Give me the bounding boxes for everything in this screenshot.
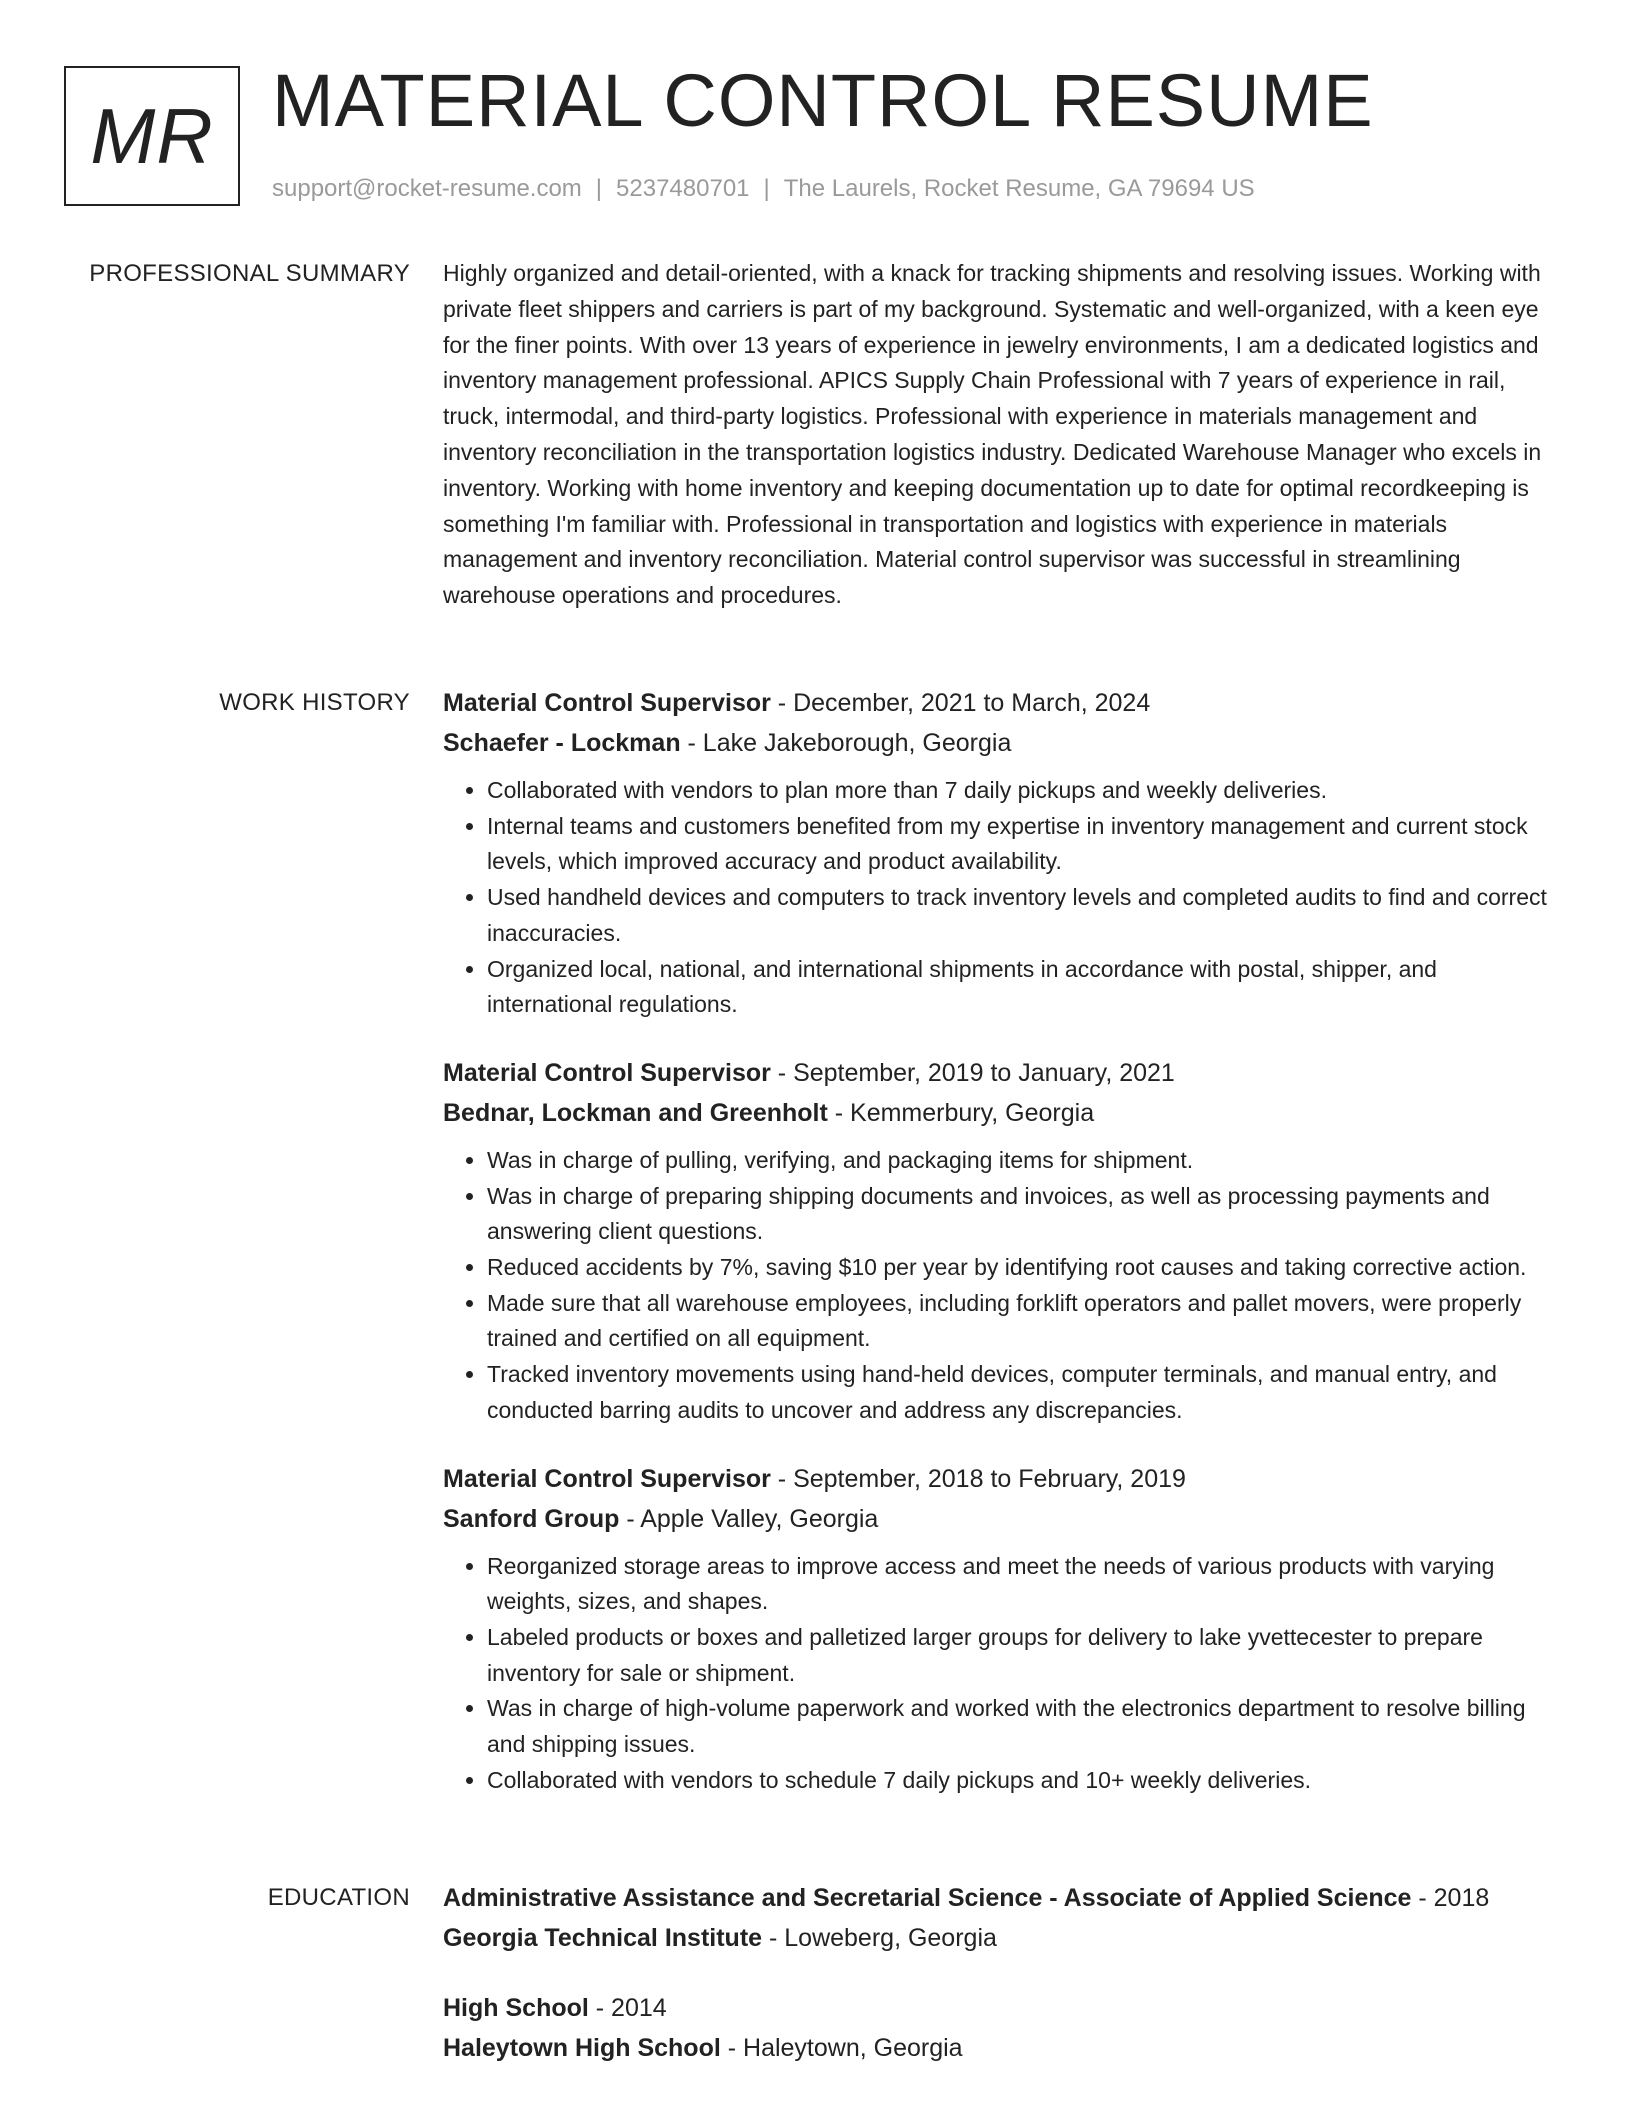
contact-address: The Laurels, Rocket Resume, GA 79694 US — [783, 175, 1255, 202]
education-year: - 2014 — [588, 1994, 667, 2022]
education-degree-line — [443, 1988, 1555, 2028]
job-bullet: • Collaborated with vendors to plan more than 7 daily pickups and weekly deliveries. — [487, 773, 1555, 809]
education-degree: High School — [443, 1994, 589, 2022]
job-company: Schaefer - Lockman — [443, 729, 681, 757]
job-title: Material Control Supervisor — [443, 689, 771, 717]
education-school-line — [443, 2028, 1555, 2068]
job-bullet: • Was in charge of high-volume paperwork and worked with the electronics department to resolve billing and shipping issues. — [487, 1691, 1555, 1762]
job-company-line — [443, 723, 1555, 763]
job-bullet: • Internal teams and customers benefited from my expertise in inventory management and current stock levels, which improved accuracy and product availability. — [487, 809, 1555, 880]
education-location: - Loweberg, Georgia — [762, 1924, 997, 1952]
contact-phone[interactable]: 5237480701 — [616, 175, 750, 202]
job-entry — [443, 1053, 1555, 1429]
job-entry — [443, 1459, 1555, 1799]
education-entry — [443, 1878, 1555, 1958]
job-list — [443, 683, 1555, 1828]
contact-email[interactable]: support@rocket-resume.com — [272, 175, 582, 202]
job-bullet: • Used handheld devices and computers to track inventory levels and completed audits to find and correct inaccuracies. — [487, 880, 1555, 951]
contact-separator: | — [595, 175, 603, 202]
job-bullet: • Collaborated with vendors to schedule 7 daily pickups and 10+ weekly deliveries. — [487, 1763, 1555, 1799]
education-heading: EDUCATION — [267, 1884, 410, 1911]
education-degree: Administrative Assistance and Secretarial Science - Associate of Applied Science — [443, 1884, 1412, 1912]
job-dates: - December, 2021 to March, 2024 — [770, 689, 1151, 717]
education-school-line — [443, 1918, 1555, 1958]
resume-title: MATERIAL CONTROL RESUME — [272, 59, 1374, 142]
education-school: Haleytown High School — [443, 2034, 721, 2062]
contact-line — [272, 172, 1255, 206]
job-bullet: • Organized local, national, and international shipments in accordance with postal, shipper, and international regulations. — [487, 952, 1555, 1023]
job-title: Material Control Supervisor — [443, 1464, 771, 1493]
job-company-line — [443, 1093, 1555, 1133]
summary-text: Highly organized and detail-oriented, with a knack for tracking shipments and resolving issues. Working with private fleet shippers and carriers is part of my background. Systematic and well-organized, with a keen eye for the finer points. With over 13 years of experience in jewelry environments, I am a dedicated logistics and inventory management professional. APICS Supply Chain Professional with 7 years of experience in rail, truck, intermodal, and third-party logistics. Professional with experience in materials management and inventory reconciliation in the transportation logistics industry. Dedicated Warehouse Manager who excels in inventory. Working with home inventory and keeping documentation up to date for optimal recordkeeping is something I'm familiar with. Professional in transportation and logistics with experience in materials management and inventory reconciliation. Material control supervisor was successful in streamlining warehouse operations and procedures. — [443, 260, 1542, 609]
job-company-line — [443, 1499, 1555, 1539]
summary-heading: PROFESSIONAL SUMMARY — [89, 260, 410, 287]
work-history-heading: WORK HISTORY — [219, 689, 410, 716]
monogram-logo — [64, 66, 240, 206]
job-bullet: • Labeled products or boxes and palletized larger groups for delivery to lake yvettecester to prepare inventory for sale or shipment. — [487, 1620, 1555, 1691]
job-location: - Lake Jakeborough, Georgia — [680, 729, 1012, 757]
job-bullet: • Reorganized storage areas to improve access and meet the needs of various products with varying weights, sizes, and shapes. — [487, 1549, 1555, 1620]
job-bullet: • Was in charge of preparing shipping documents and invoices, as well as processing payments and answering client questions. — [487, 1179, 1555, 1250]
job-location: - Kemmerbury, Georgia — [827, 1098, 1095, 1127]
job-title-line — [443, 1053, 1555, 1093]
job-bullet: • Made sure that all warehouse employees, including forklift operators and pallet movers, were properly trained and certified on all equipment. — [487, 1286, 1555, 1357]
job-company: Bednar, Lockman and Greenholt — [443, 1098, 828, 1127]
job-bullet: • Reduced accidents by 7%, saving $10 per year by identifying root causes and taking corrective action. — [487, 1250, 1555, 1286]
job-company: Sanford Group — [443, 1504, 620, 1533]
education-list — [443, 1878, 1555, 2098]
job-title-line — [443, 683, 1555, 723]
job-bullets — [443, 1143, 1555, 1429]
education-year: - 2018 — [1411, 1884, 1490, 1912]
job-dates: - September, 2019 to January, 2021 — [770, 1058, 1175, 1087]
education-degree-line — [443, 1878, 1555, 1918]
job-title-line — [443, 1459, 1555, 1499]
job-location: - Apple Valley, Georgia — [619, 1504, 879, 1533]
education-location: - Haleytown, Georgia — [720, 2034, 963, 2062]
monogram-text: MR — [90, 91, 214, 180]
job-dates: - September, 2018 to February, 2019 — [770, 1464, 1186, 1493]
education-school: Georgia Technical Institute — [443, 1924, 763, 1952]
job-bullet: • Tracked inventory movements using hand-held devices, computer terminals, and manual entry, and conducted barring audits to uncover and address any discrepancies. — [487, 1357, 1555, 1428]
education-entry — [443, 1988, 1555, 2068]
job-entry — [443, 683, 1555, 1023]
job-title: Material Control Supervisor — [443, 1058, 771, 1087]
job-bullets — [443, 773, 1555, 1023]
job-bullets — [443, 1549, 1555, 1799]
contact-separator: | — [763, 175, 770, 202]
job-bullet: • Was in charge of pulling, verifying, and packaging items for shipment. — [487, 1143, 1555, 1179]
